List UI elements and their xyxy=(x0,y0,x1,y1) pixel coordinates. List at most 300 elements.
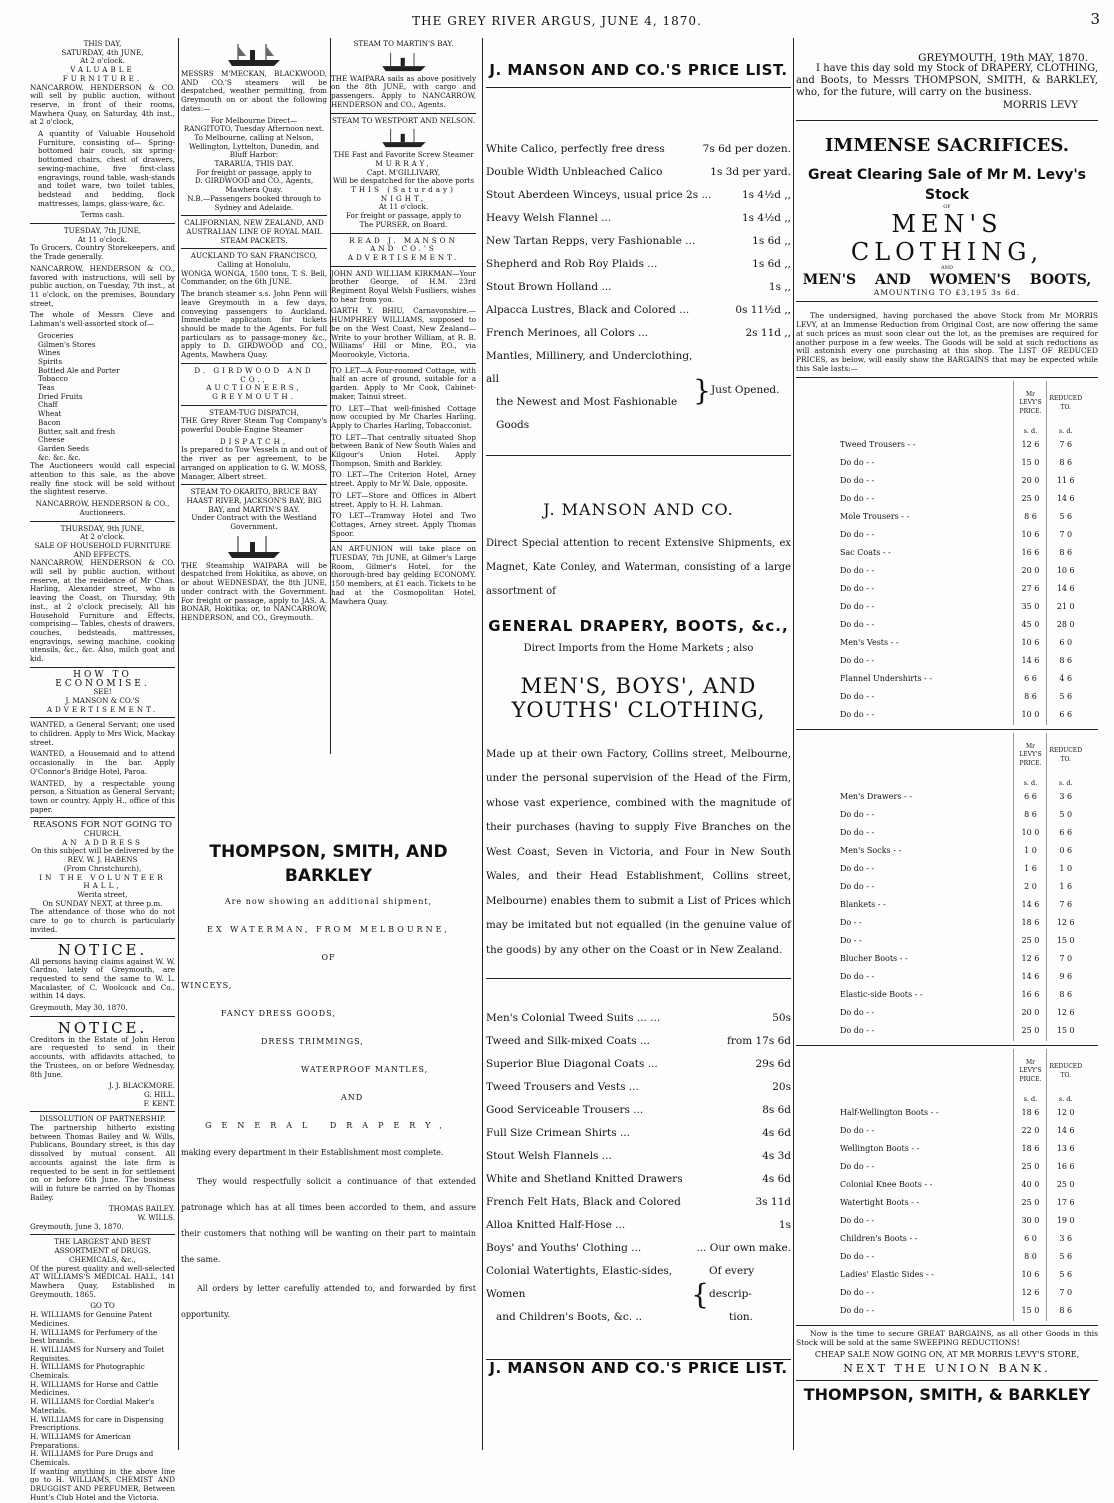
text-line: REASONS FOR NOT GOING TO xyxy=(33,820,172,831)
text-line: 4s 6d xyxy=(762,1127,791,1140)
text-line: THIS (Saturday) NIGHT, xyxy=(351,185,456,203)
text-line: To Melbourne, calling at Nelson, Wellington, Lyttelton, Dunedin, and Bluff Harbor: xyxy=(189,132,319,160)
list-item xyxy=(486,230,791,253)
text-line: GENERAL DRAPERY, BOOTS, &c., xyxy=(488,617,789,636)
text-line: Of the purest quality and well-selected AT WILLIAMS'S MEDICAL HALL, 141 Mawhera Quay, Established in Greymouth, 1865. xyxy=(30,1263,175,1299)
table-row: Do do - - 15 0 8 6 xyxy=(838,455,1084,473)
table-row: Do do - - 14 6 9 6 xyxy=(838,969,1084,987)
table-row: Do do - - 25 0 16 6 xyxy=(838,1159,1084,1177)
price-list xyxy=(486,138,791,437)
table-row: Do - - 18 6 12 6 xyxy=(838,915,1084,933)
list-item xyxy=(486,1191,791,1214)
clothing-price-list xyxy=(486,1007,791,1329)
sale-heading xyxy=(30,227,175,244)
text-line: Greymouth, May 30, 1870. xyxy=(30,1003,128,1013)
text-line: Good Serviceable Trousers ... xyxy=(486,1104,644,1117)
text-line: 1s ,, xyxy=(768,280,791,293)
text-line: The partnership hitherto existing between Thomas Bailey and W. Wills, Publicans, Boundary street, is this day dissolved by mutual consent. All accounts against the late firm is requested to be sent in for settlement on or before 6th June. The business will in future be carried on by Thomas Bailey. xyxy=(30,1123,175,1202)
text-line: H. WILLIAMS for Horse and Cattle Medicines. xyxy=(30,1379,159,1398)
text-line: 1s xyxy=(778,1219,791,1232)
text-line: READ J. MANSON xyxy=(349,235,458,245)
text-line: AND CO.'S xyxy=(370,244,437,254)
text-line: TO LET—A Four-roomed Cottage, with half an acre of ground, suitable for a garden. Apply to Mr Cook, Cabinet-maker, Tainui street. xyxy=(331,365,476,401)
text-line: The Auctioneers would call especial attention to this sale, as the above really fine stock will be sold without the slightest reserve. xyxy=(30,461,175,497)
table-row: Mole Trousers - - 8 6 5 6 xyxy=(838,509,1084,527)
column-header-levy-price: Mr LEVY'S PRICE. xyxy=(1014,733,1047,779)
list-item xyxy=(486,299,791,322)
text-line: CHEAP SALE NOW GOING ON, AT MR MORRIS LEVY'S STORE, xyxy=(814,1349,1080,1359)
text-line: Stout Welsh Flannels ... xyxy=(486,1150,612,1163)
colonial-line: Colonial Watertights, Elastic-sides, Women and Children's Boots, &c. .. { Of every descrip- tion. xyxy=(486,1260,791,1329)
text-line: THIS DAY, xyxy=(83,39,122,48)
text-line: Colonial Watertights, Elastic-sides, Women xyxy=(486,1265,673,1301)
text-line: making every department in their Establishment most complete. xyxy=(181,1148,444,1157)
sale-body: NANCARROW, HENDERSON & CO., favored with instructions, will sell by public auction, on Tuesday, 7th inst., at 11 o'clock, on the premises, Boundary street, xyxy=(30,263,175,308)
table-row: Men's Vests - - 10 6 6 0 xyxy=(838,635,1084,653)
table-row: Do do - - 25 0 14 6 xyxy=(838,491,1084,509)
sale-body: NANCARROW, HENDERSON & CO. will sell by public auction, without reserve, at the residence of Mr Chas. Harling, Alexander street, who is leaving the Coast, on Thursday, 9th inst., at 2 o'clock precisely, All his Household Furniture and Effects, comprising— Tables, chests of drawers, couches, bedsteads, mattresses, engravings, sewing machine, cooking utensils, &c., &c. Also, milch goat and kid. xyxy=(30,558,175,664)
wanted-ad: WANTED, a General Servant; one used to children. Apply to Mrs Wick, Mackay street. xyxy=(30,720,175,747)
text-line: Groceries xyxy=(38,330,74,340)
text-line: 4s 6d xyxy=(762,1173,791,1186)
text-line: WINCEYS, xyxy=(181,981,233,990)
column-4 xyxy=(796,40,1098,1450)
list-item xyxy=(486,207,791,230)
text-line: G. HILL. xyxy=(144,1089,175,1099)
table-row: Flannel Undershirts - - 6 6 4 6 xyxy=(838,671,1084,689)
church-ad xyxy=(30,821,175,908)
column-header-levy-price: Mr LEVY'S PRICE. xyxy=(1014,381,1047,427)
text-line: White Calico, perfectly free dress xyxy=(486,142,665,155)
list-item xyxy=(486,1053,791,1076)
text-line: THE Fast and Favorite Screw Steamer xyxy=(333,150,474,160)
page-header xyxy=(0,10,1114,36)
text-line: Heavy Welsh Flannel ... xyxy=(486,211,612,224)
wanted-ad: WANTED, a Housemaid and to attend occasionally in the bar. Apply O'Connor's Bridge Hotel, Paroa. xyxy=(30,749,175,776)
text-line: MESSRS M'MECKAN, BLACKWOOD, AND CO.'S steamers will be despatched, weather permitting, from Greymouth on or about the following dates:— xyxy=(181,69,327,113)
text-line: 3s 11d xyxy=(755,1196,791,1209)
table-row: Blucher Boots - - 12 6 7 0 xyxy=(838,951,1084,969)
text-line: Alloa Knitted Half-Hose ... xyxy=(486,1219,626,1232)
text-line: Tweed and Silk-mixed Coats ... xyxy=(486,1035,650,1048)
tsb-footer: THOMPSON, SMITH, & BARKLEY xyxy=(803,1385,1091,1405)
text-line: ADVERTISEMENT. xyxy=(347,252,460,262)
text-line: H. WILLIAMS for Cordial Maker's Materials. xyxy=(30,1397,155,1415)
text-line: THE LARGEST AND BEST ASSORTMENT of DRUGS, CHEMICALS, &c., xyxy=(54,1237,151,1264)
page-number: 3 xyxy=(1090,10,1100,28)
text-line: 7s 6d per dozen. xyxy=(702,142,791,155)
text-line: On this subject will be delivered by the xyxy=(31,846,174,856)
table-row: Watertight Boots - - 25 0 17 6 xyxy=(838,1195,1084,1213)
text-line: J. J. BLACKMORE. xyxy=(108,1081,175,1091)
mantles-line: Mantles, Millinery, and Underclothing, all the Newest and Most Fashionable Goods } Just Opened. xyxy=(486,345,791,437)
text-line: (From Christchurch), xyxy=(63,863,142,873)
table-row: Children's Boots - - 6 0 3 6 xyxy=(838,1231,1084,1249)
text-line: CHURCH. xyxy=(83,829,122,839)
text-line: Tobacco xyxy=(38,374,68,384)
williams-list xyxy=(30,1311,175,1468)
list-item xyxy=(486,1237,791,1260)
text-line: TUESDAY, 7th JUNE, xyxy=(63,226,142,236)
table-row: Do do - - 35 0 21 0 xyxy=(838,599,1084,617)
text-line: D. GIRDWOOD AND CO., xyxy=(194,365,314,384)
text-line: On SUNDAY NEXT, at three p.m. xyxy=(42,898,163,908)
text-line: from 17s 6d xyxy=(726,1035,791,1048)
girdwood-ad xyxy=(181,367,327,402)
text-line: Alpacca Lustres, Black and Colored ... xyxy=(486,303,690,316)
text-line: Now is the time to secure GREAT BARGAINS, as all other Goods in this Stock will be sold at the same SWEEPING REDUCTIONS! xyxy=(796,1328,1098,1347)
text-line: MEN'S CLOTHING, xyxy=(850,210,1044,267)
text-line: Bacon xyxy=(38,417,61,427)
text-line: OF xyxy=(321,953,336,962)
text-line: REV. W. J. HABENS xyxy=(67,855,138,865)
text-line: GO TO xyxy=(90,1301,115,1311)
text-line: Men's Colonial Tweed Suits ... ... xyxy=(486,1012,661,1025)
text-line: Just Opened. xyxy=(711,384,780,397)
text-line: The branch steamer s.s. John Penn will leave Greymouth in a few days, conveying passengers to Auckland. Immediate application for tickets should be made to the Agents. For full particulars as to passage-money &c., apply to D. GIRDWOOD and CO., Agents, Mawhera Quay. xyxy=(181,289,327,360)
text-line: 29s 6d xyxy=(755,1058,791,1071)
text-line: All persons having claims against W. W. Cardno, lately of Greymouth, are requested to send the same to W. L. Macalaster, of C. Woolcock and Co., within 14 days. xyxy=(30,956,175,1001)
price-table-2: Mr LEVY'S PRICE. REDUCED TO. s. d. s. d. Men's Drawers - - 6 6 3 6 Do do - - 8 6 5 0 Do do - - 10 0 6 6 Men's Socks - - 1 0 0 6 Do do - - 1 6 1 0 Do do - - 2 0 1 6 Blankets - - 14 6 7 6 Do - - 18 6 12 6 Do - - 25 0 15 0 Blucher Boots - - 12 6 7 0 Do do - - 14 6 9 6 Elastic-side Boots - - 16 6 8 6 Do do - - 20 0 12 6 Do do - - 25 0 15 0 xyxy=(838,733,1084,1041)
list-item xyxy=(486,1122,791,1145)
table-row: Do do - - 20 0 12 6 xyxy=(838,1005,1084,1023)
text-line: Gilmen's Stores xyxy=(38,339,96,349)
text-line: AN ART-UNION will take place on TUESDAY, 7th JUNE, at Gilmer's Large Room, Gilmer's Hotel, for the thorough-bred bay gelding ECONOMY. 150 members, at £1 each. Tickets to be had at the Cosmopolitan Hotel, Mawhera Quay. xyxy=(331,544,476,606)
wanted-ad: WANTED, by a respectable young person, a Situation as General Servant; town or country. Apply H., office of this paper. xyxy=(30,778,175,814)
text-line: Teas xyxy=(38,383,55,393)
sale-heading xyxy=(30,40,175,84)
table-row: Do do - - 8 6 5 6 xyxy=(838,689,1084,707)
text-line: RANGITOTO, Tuesday Afternoon next. xyxy=(183,124,325,134)
text-line: H. WILLIAMS for Pure Drugs and Chemicals. xyxy=(30,1449,154,1468)
text-line: tion. xyxy=(729,1311,753,1324)
text-line: N.B.—Passengers booked through to Sydney and Adelaide. xyxy=(187,193,321,212)
text-line: H. WILLIAMS for Perfumery of the best brands. xyxy=(30,1327,158,1346)
table-row: Ladies' Elastic Sides - - 10 6 5 6 xyxy=(838,1267,1084,1285)
text-line: TO LET—That well-finished Cottage now occupied by Mr Charles Harling. Apply to Charles Harling, Tobacconist. xyxy=(331,403,476,430)
text-line: TO LET—The Criterion Hotel, Arney street. Apply to Mr W. Dale, opposite. xyxy=(331,470,476,489)
text-line: Shepherd and Rob Roy Plaids ... xyxy=(486,257,658,270)
text-line: The whole of Messrs Cleve and Lahman's well-assorted stock of— xyxy=(30,310,175,329)
text-line: Boys' and Youths' Clothing ... xyxy=(486,1242,642,1255)
text-line: Double Width Unbleached Calico xyxy=(486,165,663,178)
text-line: NEXT THE UNION BANK. xyxy=(843,1362,1051,1376)
stock-list xyxy=(30,332,175,463)
text-line: H. WILLIAMS for care in Dispensing Prescriptions. xyxy=(30,1414,164,1433)
table-row: Do do - - 10 6 7 0 xyxy=(838,527,1084,545)
text-line: TARARUA, THIS DAY. xyxy=(214,159,294,169)
text-line: For freight or passage, apply to xyxy=(345,211,462,221)
text-line: AND xyxy=(341,1093,364,1102)
text-line: Capt. M'GILLIVARY, xyxy=(366,167,441,177)
text-line: GENERAL DRAPERY, xyxy=(205,1121,452,1130)
price-table-3: Mr LEVY'S PRICE. REDUCED TO. s. d. s. d. Half-Wellington Boots - - 18 6 12 0 Do do - - 22 0 14 6 Wellington Boots - - 18 6 13 6 Do do - - 25 0 16 6 Colonial Knee Boots - - 40 0 25 0 Watertight Boots - - 25 0 17 6 Do do - - 30 0 19 0 Children's Boots - - 6 0 3 6 Do do - - 8 0 5 6 Ladies' Elastic Sides - - 10 6 5 6 Do do - - 12 6 7 0 Do do - - 15 0 8 6 xyxy=(838,1049,1084,1321)
text-line: 0s 11½d ,, xyxy=(735,303,791,316)
column-rule xyxy=(178,38,179,1450)
text-line: CALIFORNIAN, NEW ZEALAND, AND AUSTRALIAN LINE OF ROYAL MAIL STEAM PACKETS. xyxy=(184,218,324,245)
notice-title: NOTICE. xyxy=(57,940,148,959)
table-row: Do do - - 8 6 5 0 xyxy=(838,807,1084,825)
text-line: H. WILLIAMS for Nursery and Toilet Requisites. xyxy=(30,1344,165,1363)
list-item xyxy=(486,253,791,276)
text-line: AN ADDRESS xyxy=(62,837,143,847)
table-row: Men's Drawers - - 6 6 3 6 xyxy=(838,789,1084,807)
text-line: JOHN AND WILLIAM KIRKMAN—Your brother George, of H.M. 23rd Regiment Royal Welsh Fusiliers, wishes to hear from you. xyxy=(331,268,476,304)
text-line: STEAM TO WESTPORT AND NELSON. xyxy=(332,115,475,125)
text-line: Creditors in the Estate of John Heron are requested to send in their accounts, with affidavits attached, to the Trustees, on or before Wednesday, 8th June. xyxy=(30,1034,175,1079)
text-line: GREYMOUTH. xyxy=(212,391,296,401)
text-line: Terms cash. xyxy=(80,210,125,220)
text-line: the Newest and Most Fashionable Goods xyxy=(496,395,678,431)
text-line: They would respectfully solicit a continuance of that extended patronage which has at all times been accorded to them, and assure their customers that nothing will be wanting on their part to maintain the same. xyxy=(181,1177,476,1264)
text-line: 1s 6d ,, xyxy=(752,234,791,247)
text-line: Wines xyxy=(38,348,61,358)
list-item xyxy=(486,1145,791,1168)
text-line: AUCTIONEERS, xyxy=(206,383,302,393)
column-header-reduced: REDUCED TO. xyxy=(1047,1049,1084,1095)
text-line: Superior Blue Diagonal Coats ... xyxy=(486,1058,658,1071)
text-line: HOW TO ECONOMISE. xyxy=(55,669,150,689)
murray-ad xyxy=(331,151,476,229)
table-row: Do do - - 8 0 5 6 xyxy=(838,1249,1084,1267)
table-row: Do do - - 12 6 7 0 xyxy=(838,1285,1084,1303)
text-line: THE Grey River Steam Tug Company's powerful Double-Engine Steamer xyxy=(181,416,327,435)
text-line: Direct Imports from the Home Markets ; also xyxy=(523,643,754,655)
manson-firm: J. MANSON AND CO. xyxy=(543,499,734,519)
table-row: Wellington Boots - - 18 6 13 6 xyxy=(838,1141,1084,1159)
text-line: W. WILLS. xyxy=(137,1213,175,1223)
text-line: Bottled Ale and Porter xyxy=(38,365,120,375)
text-line: ADVERTISEMENT. xyxy=(46,704,159,714)
list-item xyxy=(486,1007,791,1030)
text-line: Will be despatched for the above ports xyxy=(332,176,475,186)
text-line: WATERPROOF MANTLES, xyxy=(301,1065,429,1074)
text-line: To Grocers, Country Storekeepers, and the Trade generally. xyxy=(30,243,175,262)
text-line: Cheese xyxy=(38,435,65,445)
text-line: Are now showing an additional shipment, xyxy=(224,897,433,906)
text-line: STEAM TO OKARITO, BRUCE BAY HAAST RIVER, JACKSON'S BAY, BIG BAY, and MARTIN'S BAY. xyxy=(186,487,322,514)
text-line: Under Contract with the Westland Government. xyxy=(191,513,317,532)
text-line: GREYMOUTH, 19th MAY, 1870. xyxy=(918,52,1088,64)
text-line: MURRAY, xyxy=(375,158,432,168)
text-line: SATURDAY, 4th JUNE, xyxy=(61,47,144,57)
list-item xyxy=(486,1030,791,1053)
list-item xyxy=(486,1168,791,1191)
page-title: THE GREY RIVER ARGUS, JUNE 4, 1870. xyxy=(412,14,702,28)
text-line: 1s 3d per yard. xyxy=(710,165,791,178)
shipping-list xyxy=(181,117,327,213)
text-line: THURSDAY, 9th JUNE, xyxy=(60,523,145,533)
text-line: VALUABLE FURNITURE. xyxy=(62,65,143,83)
text-line: Butter, salt and fresh xyxy=(38,426,116,436)
table-row: Do do - - 10 0 6 6 xyxy=(838,707,1084,725)
list-item xyxy=(486,1099,791,1122)
text-line: Of every descrip- xyxy=(709,1265,755,1301)
text-line: Full Size Crimean Shirts ... xyxy=(486,1127,630,1140)
text-line: Made up at their own Factory, Collins street, Melbourne, under the personal supervision of the Head of the Firm, whose vast experience, combined with the magnitude of their purchases (having to supply Five Branches on the West Coast, Seven in Victoria, and Four in New South Wales, and their Head Establishment, Collins street, Melbourne) enables them to submit a List of Prices which may be imitated but not equalled (in the genuine value of the goods) by any other on the Coast or in New Zealand. xyxy=(486,747,791,956)
table-row: Half-Wellington Boots - - 18 6 12 0 xyxy=(838,1105,1084,1123)
text-line: AUCKLAND TO SAN FRANCISCO, Calling at Honolulu. xyxy=(190,251,318,270)
text-line: If wanting anything in the above line go to H. WILLIAMS, CHEMIST AND DRUGGIST AND PERFUMER, Between Hunt's Club Hotel and the Victoria. xyxy=(30,1466,175,1502)
list-item xyxy=(486,138,791,161)
table-row: Men's Socks - - 1 0 0 6 xyxy=(838,843,1084,861)
text-line: Spirits xyxy=(38,356,63,366)
column-1 xyxy=(30,39,175,1502)
table-row: Do do - - 2 0 1 6 xyxy=(838,879,1084,897)
column-2b xyxy=(331,40,476,609)
text-line: For Melbourne Direct— xyxy=(210,115,298,125)
text-line: &c. &c. &c. xyxy=(38,452,81,462)
table-row: Do do - - 14 6 8 6 xyxy=(838,653,1084,671)
text-line: FANCY DRESS GOODS, xyxy=(221,1009,336,1018)
list-item xyxy=(486,322,791,345)
text-line: Is prepared to Tow Vessels in and out of the river as per agreement, to be arranged on application to G. W. MOSS, Manager, Albert street. xyxy=(181,445,327,481)
text-line: EX WATERMAN, FROM MELBOURNE, xyxy=(207,925,450,934)
text-line: French Felt Hats, Black and Colored xyxy=(486,1196,681,1209)
column-header-reduced: REDUCED TO. xyxy=(1047,381,1084,427)
text-line: IN THE VOLUNTEER HALL, xyxy=(39,872,166,891)
text-line: TO LET—Store and Offices in Albert street. Apply to H. H. Lahman. xyxy=(331,490,476,509)
table-row: Do do - - 30 0 19 0 xyxy=(838,1213,1084,1231)
column-2 xyxy=(181,40,476,1450)
text-line: At 11 o'clock. xyxy=(378,202,429,212)
text-line: I have this day sold my Stock of DRAPERY, CLOTHING, and Boots, to Messrs THOMPSON, SMITH, & BARKLEY, who, for the future, will carry on the business. xyxy=(796,62,1098,98)
sale-heading xyxy=(30,525,175,560)
steamship-icon xyxy=(224,534,284,560)
table-row: Do do - - 27 6 14 6 xyxy=(838,581,1084,599)
price-table-1: Mr LEVY'S PRICE. REDUCED TO. s. d. s. d. Tweed Trousers - - 12 6 7 6 Do do - - 15 0 8 6 Do do - - 20 0 11 6 Do do - - 25 0 14 6 Mole Trousers - - 8 6 5 6 Do do - - 10 6 7 0 Sac Coats - - 16 6 8 6 Do do - - 20 0 10 6 Do do - - 27 6 14 6 Do do - - 35 0 21 0 Do do - - 45 0 28 0 Men's Vests - - 10 6 6 0 Do do - - 14 6 8 6 Flannel Undershirts - - 6 6 4 6 Do do - - 8 6 5 6 Do do - - 10 0 6 6 xyxy=(838,381,1084,725)
text-line: SALE OF HOUSEHOLD FURNITURE AND EFFECTS. xyxy=(34,540,171,559)
table-row: Colonial Knee Boots - - 40 0 25 0 xyxy=(838,1177,1084,1195)
column-header-reduced: REDUCED TO. xyxy=(1047,733,1084,779)
text-line: TO LET—That centrally situated Shop between Bank of New South Wales and Kilgour's Union Hotel. Apply Thompson, Smith and Barkley. xyxy=(331,432,476,468)
text-line: 20s xyxy=(772,1081,791,1094)
text-line: Direct Special attention to recent Extensive Shipments, ex Magnet, Kate Conley, and Waterman, consisting of a large assortment of xyxy=(486,538,791,598)
text-line: 1s 6d ,, xyxy=(752,257,791,270)
list-item xyxy=(486,184,791,207)
text-line: The attendance of those who do not care to go to church is particularly invited. xyxy=(30,907,175,934)
immense-title: IMMENSE SACRIFICES. xyxy=(825,135,1069,157)
text-line: 8s 6d xyxy=(762,1104,791,1117)
text-line: TO LET—Tramway Hotel and Two Cottages, Arney street. Apply Thomas Spoor. xyxy=(331,511,476,538)
text-line: At 2 o'clock. xyxy=(80,56,125,66)
list-item xyxy=(486,161,791,184)
table-row: Do do - - 45 0 28 0 xyxy=(838,617,1084,635)
text-line: 4s 3d xyxy=(762,1150,791,1163)
text-line: DRESS TRIMMINGS, xyxy=(261,1037,364,1046)
text-line: MEN'S, BOYS', AND YOUTHS' CLOTHING, xyxy=(511,673,766,722)
text-line: and Children's Boots, &c. .. xyxy=(496,1311,643,1324)
text-line: 2s 11d ,, xyxy=(745,326,791,339)
table-row: Do do - - 25 0 15 0 xyxy=(838,1023,1084,1041)
text-line: Chaff xyxy=(38,400,58,410)
text-line: WONGA WONGA, 1500 tons, T. S. Bell, Commander, on the 6th JUNE. xyxy=(181,268,327,287)
column-header-levy-price: Mr LEVY'S PRICE. xyxy=(1014,1049,1047,1095)
text-line: Werita street, xyxy=(77,889,128,899)
price-list-footer: J. MANSON AND CO.'S PRICE LIST. xyxy=(489,1359,788,1378)
notice-title: NOTICE. xyxy=(57,1018,148,1037)
tsb-advert xyxy=(181,840,476,1331)
sale-body: NANCARROW, HENDERSON & CO. will sell by public auction, without reserve, in front of their rooms, Mawhera Quay, on Saturday, 4th inst., at 2 o'clock, xyxy=(30,82,175,127)
text-line: At 11 o'clock. xyxy=(77,234,128,244)
text-line: GARTH Y. BHIU, Carnavonshire.—HUMPHREY WILLIAMS, supposed to be on the West Coast, New Zealand—Write to your brother William, at R. B. Williams' Hill or Mine, P.O., via Moorookyle, Victoria. xyxy=(331,306,476,359)
table-row: Sac Coats - - 16 6 8 6 xyxy=(838,545,1084,563)
text-line: Garden Seeds xyxy=(38,443,89,453)
text-line: The PURSER, on Board. xyxy=(359,219,448,229)
sale-list: A quantity of Valuable Household Furniture, consisting of— Spring-bottomed hair couch, six spring-bottomed chairs, chest of drawers, sewing-machine, five first-class engravings, round table, wash-stands and toilet ware, two toilet tables, bedstead and bedding, flock mattresses, lamps, glass-ware, &c. xyxy=(38,129,175,208)
text-line: All orders by letter carefully attended to, and forwarded by first opportunity. xyxy=(181,1284,476,1319)
table-row: Blankets - - 14 6 7 6 xyxy=(838,897,1084,915)
dissolution-title: DISSOLUTION OF PARTNERSHIP. xyxy=(39,1114,166,1124)
text-line: MORRIS LEVY xyxy=(1002,99,1078,111)
text-line: White and Shetland Knitted Drawers xyxy=(486,1173,683,1186)
table-row: Do do - - 10 0 6 6 xyxy=(838,825,1084,843)
tsb-title: THOMPSON, SMITH, AND BARKLEY xyxy=(209,842,448,886)
steamship-icon xyxy=(379,51,429,73)
text-line: 1s 4½d ,, xyxy=(742,211,791,224)
text-line: AMOUNTING TO £3,195 3s 6d. xyxy=(873,288,1021,298)
text-line: Greymouth, June 3, 1870. xyxy=(30,1221,124,1231)
list-item xyxy=(486,1214,791,1237)
text-line: 1s 4½d ,, xyxy=(742,188,791,201)
text-line: Dried Fruits xyxy=(38,391,83,401)
text-line: The undersigned, having purchased the above Stock from Mr MORRIS LEVY, at an Immense Reduction from Original Cost, are now offering the same at such prices as must soon clear out the lot, as the premises are required for another purpose in a few weeks. The Goods will be sold at such reductions as will astonish every one purchasing at this shop. The LIST OF REDUCED PRICES, as below, will easily show the BARGAINS that may be expected while this Sale lasts:— xyxy=(796,311,1098,373)
text-line: For freight or passage, apply to xyxy=(196,167,312,177)
text-line: At 2 o'clock. xyxy=(80,532,125,542)
text-line: Mantles, Millinery, and Underclothing, all xyxy=(486,349,693,385)
text-line: DISPATCH, xyxy=(219,436,289,446)
text-line: THE WAIPARA sails as above positively on the 8th JUNE, with cargo and passengers. Apply to NANCARROW, HENDERSON and CO., Agents. xyxy=(331,73,476,109)
column-rule xyxy=(482,38,483,1450)
text-line: Great Clearing Sale of Mr M. Levy's Stock xyxy=(808,167,1086,204)
text-line: Tweed Trousers and Vests ... xyxy=(486,1081,639,1094)
text-line: New Tartan Repps, very Fashionable ... xyxy=(486,234,696,247)
text-line: 50s xyxy=(772,1012,791,1025)
text-line: NANCARROW, HENDERSON & CO., Auctioneers. xyxy=(35,499,170,517)
text-line: J. MANSON & CO.'S xyxy=(65,695,140,705)
price-list-title: J. MANSON AND CO.'S PRICE LIST. xyxy=(489,61,788,79)
steamship-icon xyxy=(224,42,284,68)
economise-ad xyxy=(30,671,175,715)
text-line: ... Our own make. xyxy=(696,1242,791,1255)
table-row: Do do - - 1 6 1 0 xyxy=(838,861,1084,879)
text-line: Wheat xyxy=(38,409,62,419)
table-row: Do - - 25 0 15 0 xyxy=(838,933,1084,951)
table-row: Tweed Trousers - - 12 6 7 6 xyxy=(838,437,1084,455)
table-row: Do do - - 20 0 10 6 xyxy=(838,563,1084,581)
text-line: H. WILLIAMS for Photographic Chemicals. xyxy=(30,1362,145,1381)
column-rule xyxy=(793,38,794,1450)
text-line: THE Steamship WAIPARA will be despatched from Hokitika, as above, on or about WEDNESDAY, the 8th JUNE, under contract with the Government. For freight or passage, apply to JAS. A. BONAR, Hokitika; or, to NANCARROW, HENDERSON, and CO., Greymouth. xyxy=(181,560,327,622)
text-line: F. KENT. xyxy=(143,1098,175,1108)
column-3 xyxy=(486,40,791,1450)
text-line: OF xyxy=(943,204,951,211)
text-line: MEN'S AND WOMEN'S BOOTS, xyxy=(802,272,1092,289)
table-row: Do do - - 20 0 11 6 xyxy=(838,473,1084,491)
table-row: Do do - - 15 0 8 6 xyxy=(838,1303,1084,1321)
text-line: AND xyxy=(941,265,953,272)
table-row: Do do - - 22 0 14 6 xyxy=(838,1123,1084,1141)
list-item xyxy=(486,276,791,299)
text-line: STEAM TO MARTIN'S BAY. xyxy=(353,39,454,48)
table-row: Elastic-side Boots - - 16 6 8 6 xyxy=(838,987,1084,1005)
text-line: French Merinoes, all Colors ... xyxy=(486,326,649,339)
read-manson-ad xyxy=(331,237,476,263)
steamship-icon xyxy=(379,127,429,149)
text-line: Stout Aberdeen Winceys, usual price 2s ... xyxy=(486,188,712,201)
text-line: Stout Brown Holland ... xyxy=(486,280,612,293)
column-2a xyxy=(181,40,327,626)
